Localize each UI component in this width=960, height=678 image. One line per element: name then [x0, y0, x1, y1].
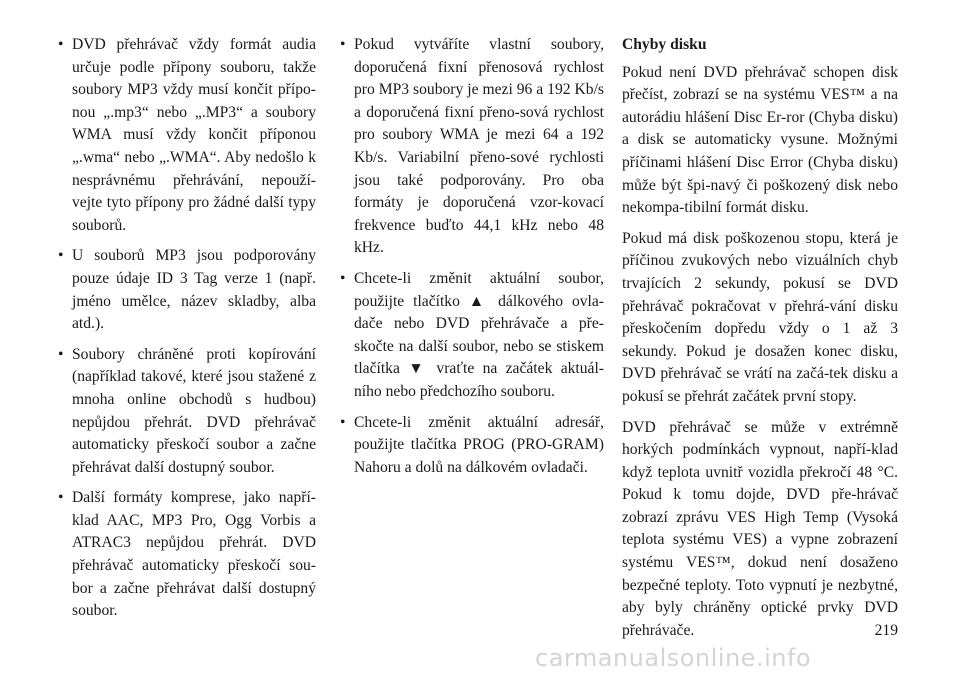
list-item: [58, 245, 316, 335]
list-item-text: Chcete-li změnit aktuální adresář, použijte tlačítka PROG (PRO-GRAM) Nahoru a dolů na dálkovém ovladači.: [354, 413, 604, 476]
list-item-text: Chcete-li změnit aktuální soubor, použijte tlačítko ▲ dálkového ovla-dače nebo DVD přehrávače a pře-skočte na další soubor, nebo se stiskem tlačítka ▼ vraťte na začátek aktuál-ního nebo předchozího souboru.: [354, 269, 604, 400]
paragraph: Pokud má disk poškozenou stopu, která je příčinou zvukových nebo vizuálních chyb trvajících 2 sekundy, pokusí se DVD přehrávač pokračovat v přehrá-vání disku přeskočením dopředu vždy o 1 až 3 sekundy. Pokud je dosažen konec disku, DVD přehrávač se vrátí na začá-tek disku a pokusí se přehrát začátek první stopy.: [622, 229, 898, 405]
right-column: [622, 34, 898, 650]
list-item-text: Další formáty komprese, jako napří-klad AAC, MP3 Pro, Ogg Vorbis a ATRAC3 nepůjdou přehrát. DVD přehrávač automaticky přeskočí sou-bor a začne přehrávat další dostupný soubor.: [72, 489, 316, 620]
bullet-marker: •: [58, 489, 64, 507]
bullet-marker: •: [340, 36, 346, 53]
bullet-marker: •: [340, 413, 346, 431]
list-item: [340, 268, 604, 404]
section-heading: Chyby disku: [622, 36, 707, 53]
left-column: [58, 34, 316, 631]
list-item: [340, 412, 604, 480]
page-number: 219: [874, 622, 898, 639]
list-item: [58, 34, 316, 237]
list-item-text: U souborů MP3 jsou podporovány pouze údaje ID 3 Tag verze 1 (např. jméno umělce, název skladby, alba atd.).: [72, 247, 316, 333]
bullet-list: [58, 34, 316, 623]
list-item: [58, 487, 316, 623]
middle-column: [340, 34, 604, 487]
bullet-marker: •: [58, 345, 64, 363]
list-item-text: Soubory chráněné proti kopírování (například takové, které jsou stažené z mnoha online obchodů s hudbou) nepůjdou přehrát. DVD přehrávač automaticky přeskočí soubor a začne přehrávat další dostupný soubor.: [72, 345, 316, 476]
list-item-text: DVD přehrávač vždy formát audia určuje podle přípony souboru, takže soubory MP3 vždy musí končit přípo-nou „.mp3“ nebo „.MP3“ a soubory WMA musí vždy končit příponou „.wma“ nebo „.WMA“. Aby nedošlo k nesprávnému přehrávání, nepouží-vejte tyto přípony pro žádné další typy souborů.: [72, 36, 316, 234]
bullet-marker: •: [58, 247, 64, 265]
watermark: carmanualsonline.info: [535, 644, 812, 672]
list-item: [340, 34, 604, 260]
bullet-list: [340, 34, 604, 479]
bullet-marker: •: [58, 36, 64, 53]
list-item-text: Pokud vytváříte vlastní soubory, doporučená fixní přenosová rychlost pro MP3 soubory je mezi 96 a 192 Kb/s a doporučená fixní přeno-sová rychlost pro soubory WMA je mezi 64 a 192 Kb/s. Variabilní přeno-sové rychlosti jsou také podporovány. Pro oba formáty je doporučená vzor-kovací frekvence buďto 44,1 kHz nebo 48 kHz.: [354, 36, 604, 257]
paragraph: Pokud není DVD přehrávač schopen disk přečíst, zobrazí se na systému VES™ a na autorádiu hlášení Disc Er-ror (Chyba disku) a disk se automaticky vysune. Možnými příčinami hlášení Disc Error (Chyba disku) může být špi-navý či poškozený disk nebo nekompa-tibilní formát disku.: [622, 63, 898, 217]
bullet-marker: •: [340, 269, 346, 287]
paragraph: DVD přehrávač se může v extrémně horkých podmínkách vypnout, napří-klad když teplota uvnitř vozidla překročí 48 °C. Pokud k tomu dojde, DVD pře-hrávač zobrazí zprávu VES High Temp (Vysoká teplota systému VES) a vypne zobrazení systému VES™, dokud není dosaženo bezpečné teploty. Toto vypnutí je nezbytné, aby byly chráněny optické prvky DVD přehrávače.: [622, 418, 898, 639]
list-item: [58, 344, 316, 480]
